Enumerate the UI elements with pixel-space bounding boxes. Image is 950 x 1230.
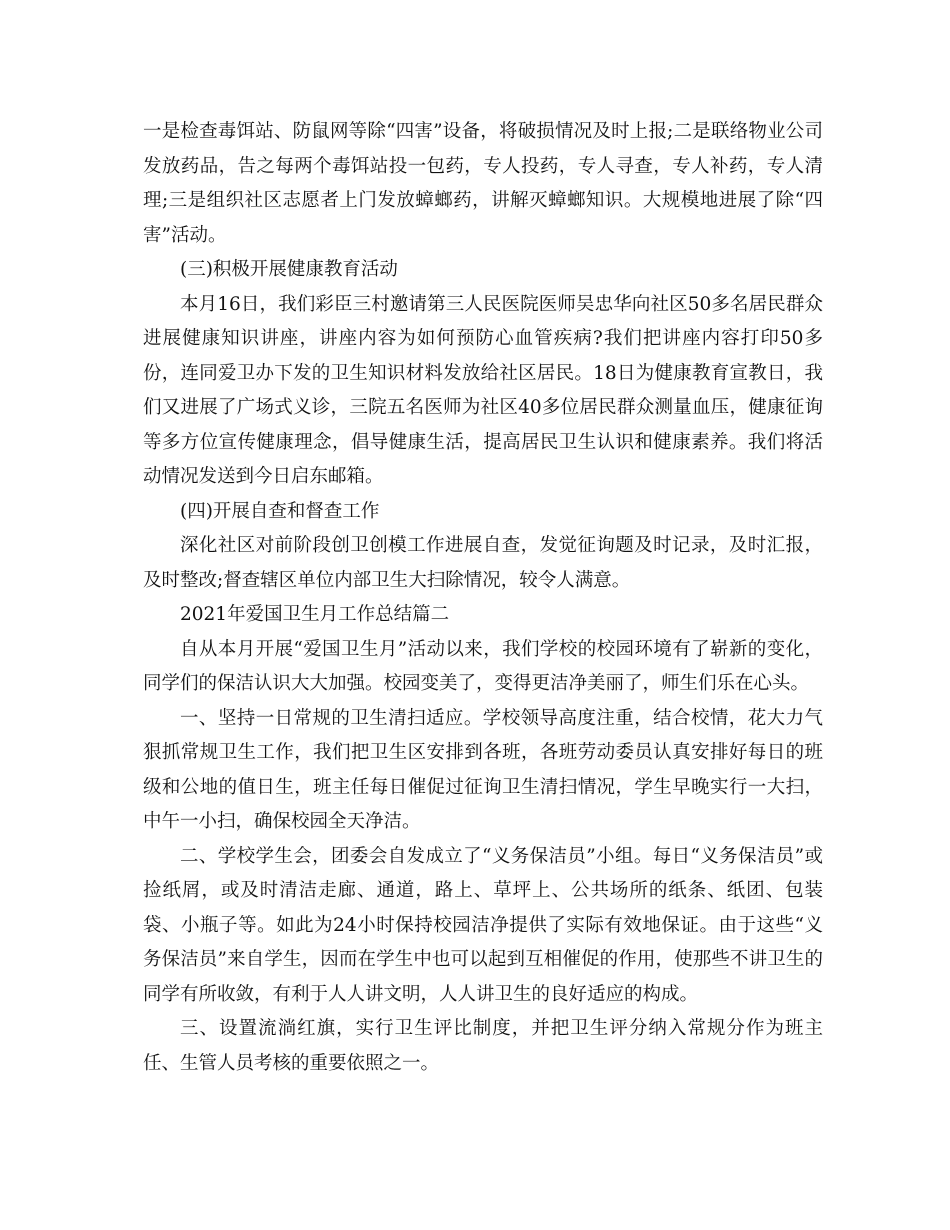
paragraph-9: 三、设置流淌红旗，实行卫生评比制度，并把卫生评分纳入常规分作为班主任、生管人员考核的重要依照之一。 bbox=[143, 1018, 823, 1074]
article-title: 2021年爱国卫生月工作总结篇二 bbox=[180, 604, 450, 625]
paragraph-0: 一是检查毒饵站、防鼠网等除“四害”设备，将破损情况及时上报;二是联络物业公司发放药品，告之每两个毒饵站投一包药，专人投药，专人寻查，专人补药，专人清理;三是组织社区志愿者上门发放蟑螂药，讲解灭蟑螂知识。大规模地进展了除“四害”活动。 bbox=[143, 121, 823, 246]
paragraph-4: 深化社区对前阶段创卫创模工作进展自查，发觉征询题及时记录，及时汇报，及时整改;督查辖区单位内部卫生大扫除情况，较令人满意。 bbox=[143, 535, 823, 591]
paragraph-7: 一、坚持一日常规的卫生清扫适应。学校领导高度注重，结合校情，花大力气狠抓常规卫生工作，我们把卫生区安排到各班，各班劳动委员认真安排好每日的班级和公地的值日生，班主任每日催促过征询卫生清扫情况，学生早晚实行一大扫，中午一小扫，确保校园全天净洁。 bbox=[143, 707, 823, 832]
paragraph-6: 自从本月开展“爱国卫生月”活动以来，我们学校的校园环境有了崭新的变化，同学们的保洁认识大大加强。校园变美了，变得更洁净美丽了，师生们乐在心头。 bbox=[143, 638, 823, 694]
section-heading-3: (三)积极开展健康教育活动 bbox=[180, 259, 398, 280]
paragraph-2: 本月16日，我们彩臣三村邀请第三人民医院医师吴忠华向社区50多名居民群众进展健康知识讲座，讲座内容为如何预防心血管疾病?我们把讲座内容打印50多份，连同爱卫办下发的卫生知识材料发放给社区居民。18日为健康教育宣教日，我们又进展了广场式义诊，三院五名医师为社区40多位居民群众测量血压，健康征询等多方位宣传健康理念，倡导健康生活，提高居民卫生认识和健康素养。我们将活动情况发送到今日启东邮箱。 bbox=[143, 293, 823, 487]
paragraph-8: 二、学校学生会，团委会自发成立了“义务保洁员”小组。每日“义务保洁员”或捡纸屑，或及时清洁走廊、通道，路上、草坪上、公共场所的纸条、纸团、包装袋、小瓶子等。如此为24小时保持校园洁净提供了实际有效地保证。由于这些“义务保洁员”来自学生，因而在学生中也可以起到互相催促的作用，使那些不讲卫生的同学有所收敛，有利于人人讲文明，人人讲卫生的良好适应的构成。 bbox=[143, 845, 823, 1005]
document-body bbox=[143, 115, 823, 1081]
section-heading-4: (四)开展自查和督查工作 bbox=[180, 500, 380, 522]
